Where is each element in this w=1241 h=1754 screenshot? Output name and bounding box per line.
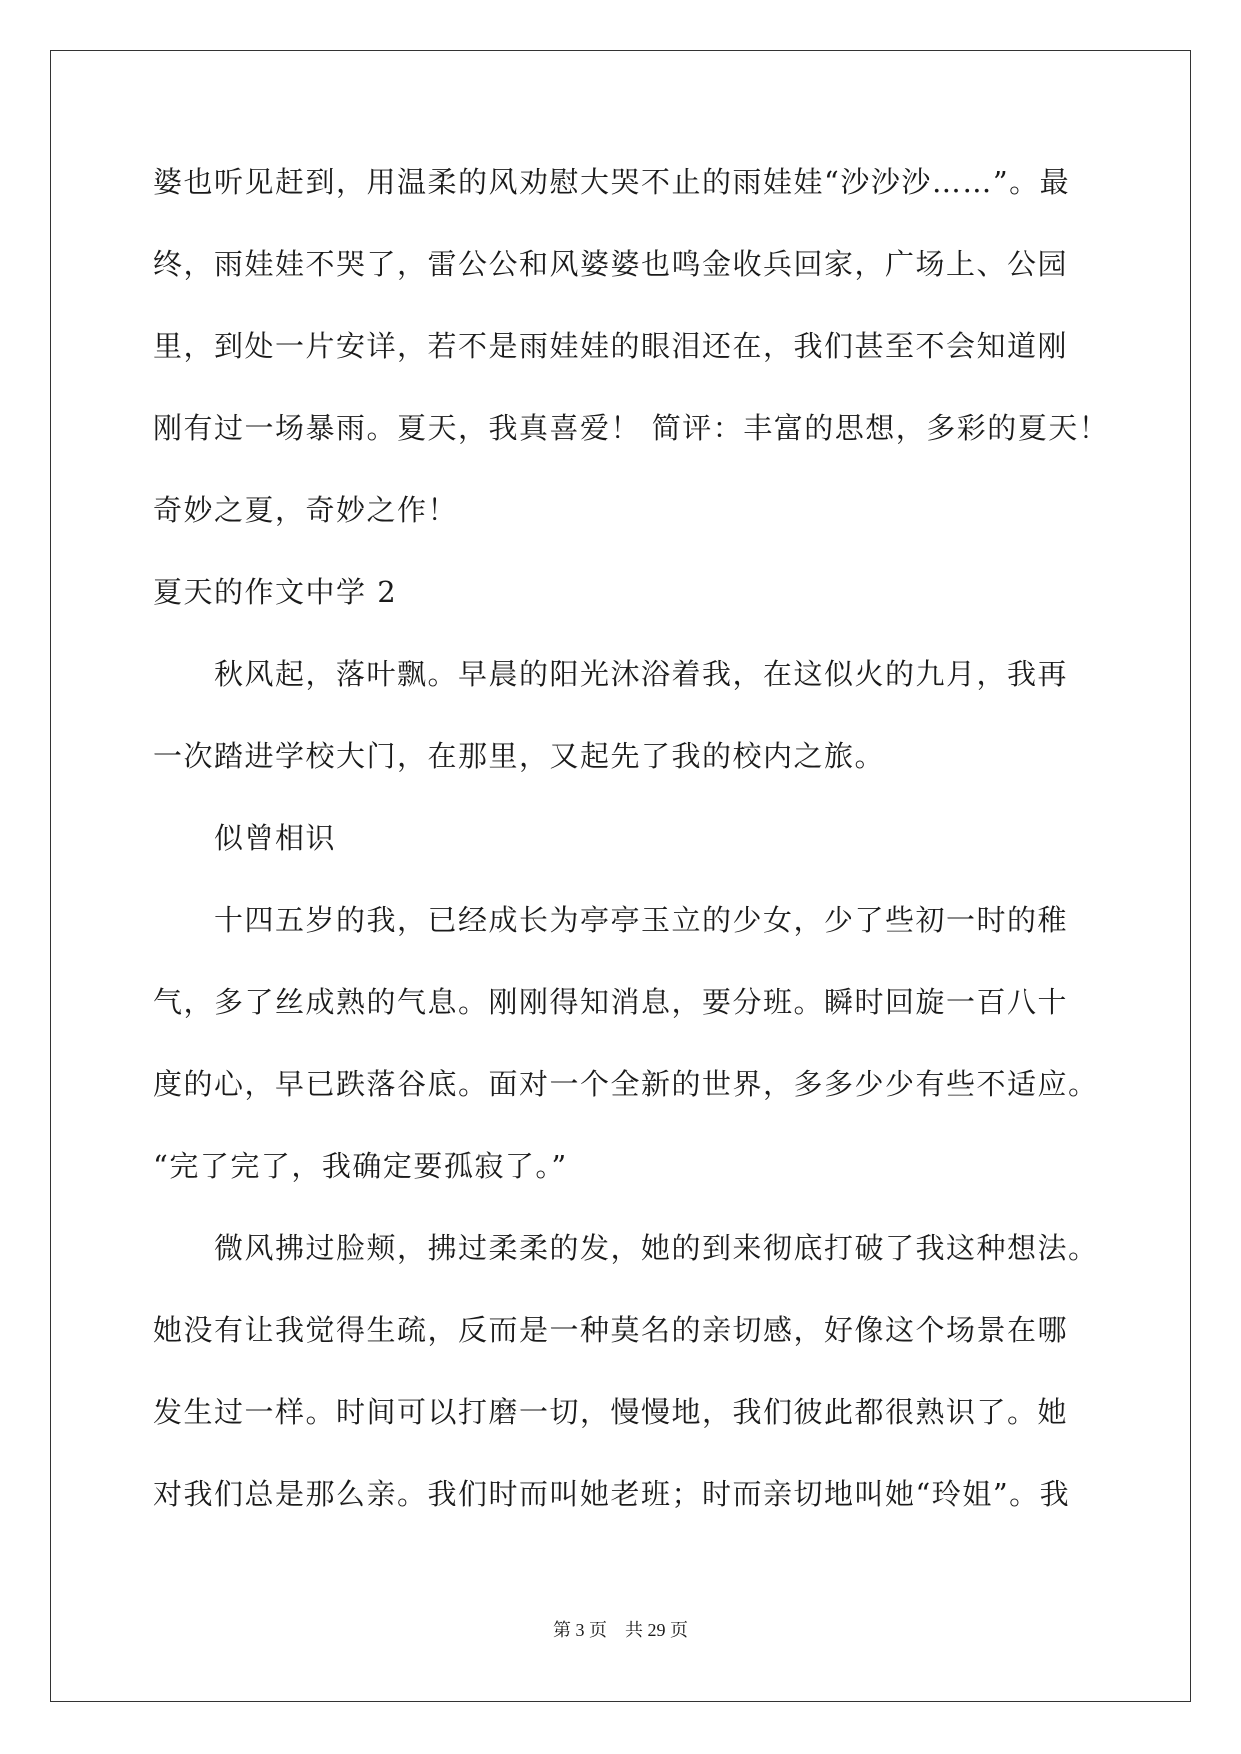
subheading: 似曾相识 xyxy=(153,821,337,855)
text-line: 刚有过一场暴雨。夏天，我真喜爱！ 简评：丰富的思想，多彩的夏天！ xyxy=(153,411,1110,445)
page-border xyxy=(50,50,1191,1702)
text-line: 里，到处一片安详，若不是雨娃娃的眼泪还在，我们甚至不会知道刚 xyxy=(153,329,1069,363)
text-line: 终，雨娃娃不哭了，雷公公和风婆婆也鸣金收兵回家，广场上、公园 xyxy=(153,247,1069,281)
section-heading: 夏天的作文中学 2 xyxy=(153,575,398,609)
text-line: “完了完了，我确定要孤寂了。” xyxy=(153,1149,568,1183)
text-line: 一次踏进学校大门，在那里，又起先了我的校内之旅。 xyxy=(153,739,886,773)
text-line: 奇妙之夏，奇妙之作！ xyxy=(153,493,459,527)
page-number: 第 3 页 xyxy=(553,1620,607,1640)
text-line: 十四五岁的我，已经成长为亭亭玉立的少女，少了些初一时的稚 xyxy=(153,903,1069,937)
text-line: 她没有让我觉得生疏，反而是一种莫名的亲切感，好像这个场景在哪 xyxy=(153,1313,1069,1347)
text-line: 婆也听见赶到，用温柔的风劝慰大哭不止的雨娃娃“沙沙沙……”。最 xyxy=(153,165,1071,199)
text-line: 对我们总是那么亲。我们时而叫她老班；时而亲切地叫她“玲姐”。我 xyxy=(153,1477,1071,1511)
text-line: 发生过一样。时间可以打磨一切，慢慢地，我们彼此都很熟识了。她 xyxy=(153,1395,1069,1429)
page-total: 共 29 页 xyxy=(625,1620,688,1640)
text-line: 秋风起，落叶飘。早晨的阳光沐浴着我，在这似火的九月，我再 xyxy=(153,657,1069,691)
text-line: 气，多了丝成熟的气息。刚刚得知消息，要分班。瞬时回旋一百八十 xyxy=(153,985,1069,1019)
page-footer xyxy=(0,1616,1241,1642)
text-line: 微风拂过脸颊，拂过柔柔的发，她的到来彻底打破了我这种想法。 xyxy=(153,1231,1099,1265)
text-line: 度的心，早已跌落谷底。面对一个全新的世界，多多少少有些不适应。 xyxy=(153,1067,1099,1101)
